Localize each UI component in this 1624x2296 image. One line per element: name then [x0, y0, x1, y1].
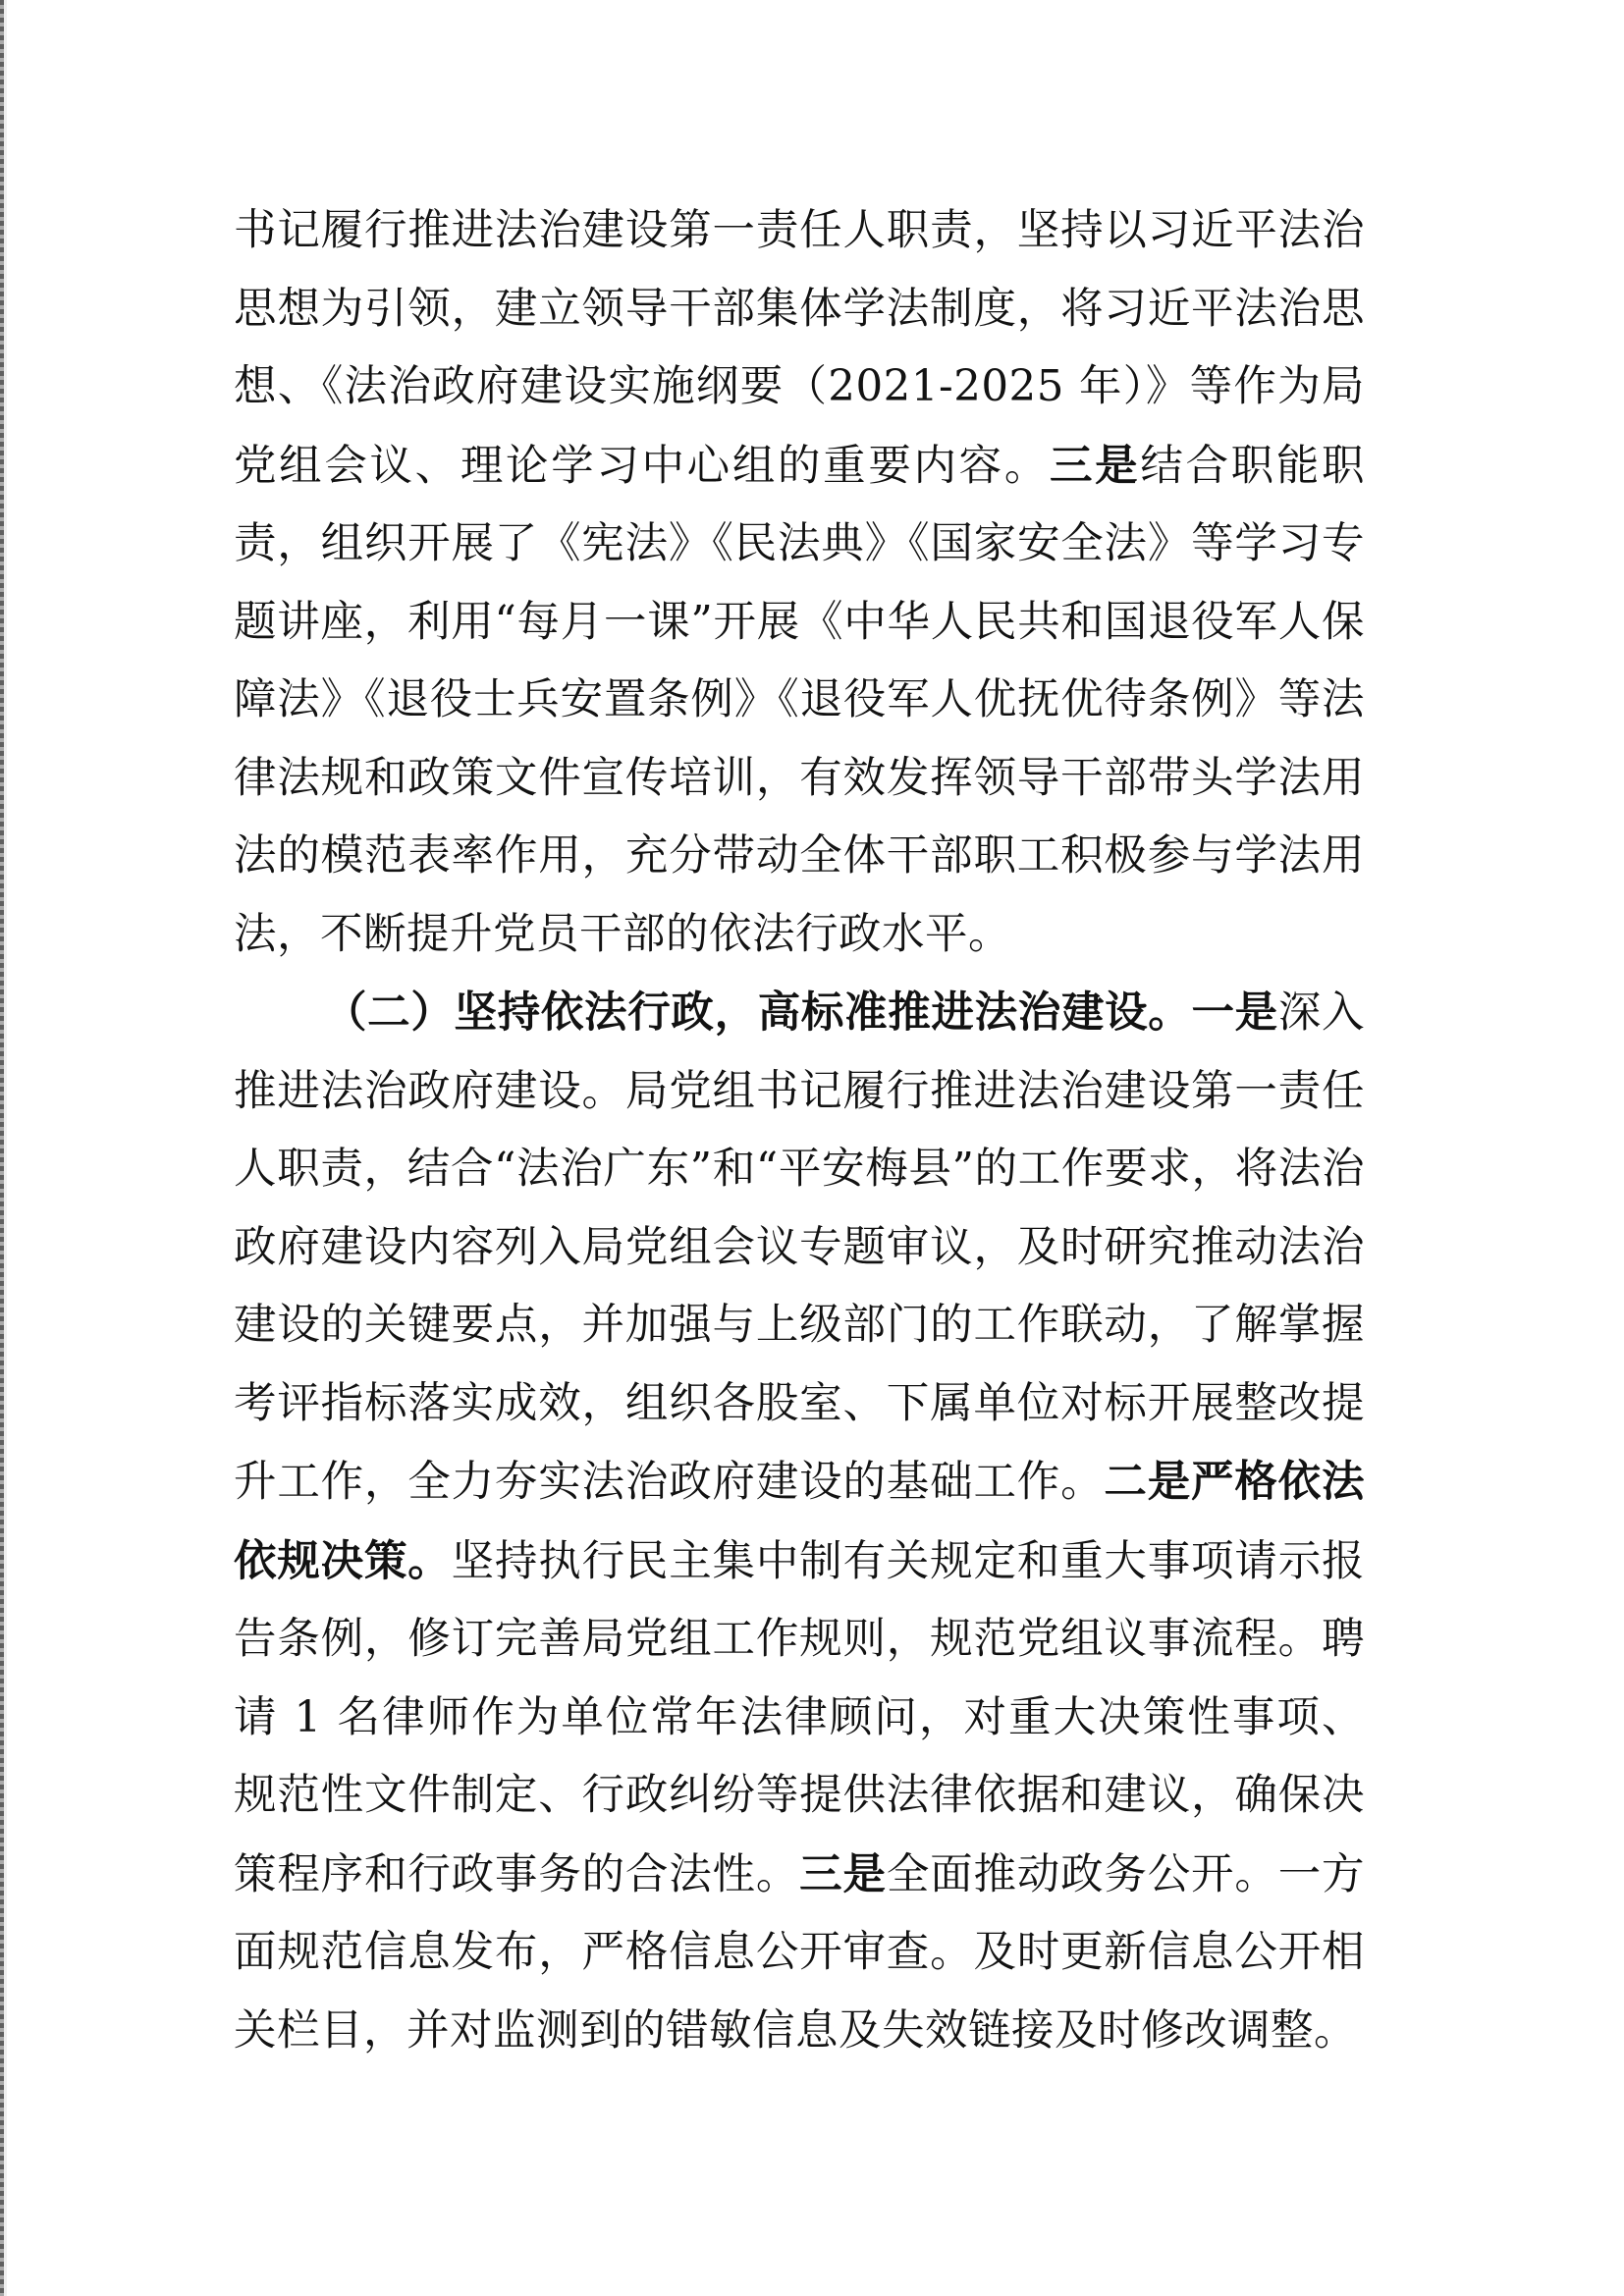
text-run: 深入推进法治政府建设。局党组书记履行推进法治建设第一责任人职责，结合“法治广东”和“平安梅县”的工作要求，将法治政府建设内容列入局党组会议专题审议，及时研究推动法治建设的关键要点，并加强与上级部门的工作联动，了解掌握考评指标落实成效，组织各股室、下属单位对标开展整改提升工作，全力夯实法治政府建设的基础工作。 — [234, 988, 1366, 1507]
text-run: 书记履行推进法治建设第一责任人职责，坚持以习近平法治思想为引领，建立领导干部集体学法制度，将习近平法治思想、《法治政府建设实施纲要（2021-2025 年）》等作为局党组会议、理论学习中心组的重要内容。 — [234, 206, 1365, 491]
paragraph — [234, 974, 1365, 2070]
emphasis-run: 三是 — [799, 1848, 887, 1899]
text-run: 坚持执行民主集中制有关规定和重大事项请示报告条例，修订完善局党组工作规则，规范党组议事流程。聘请 1 名律师作为单位常年法律顾问，对重大决策性事项、规范性文件制定、行政纠纷等提供法律依据和建议，确保决策程序和行政事务的合法性。 — [234, 1536, 1366, 1899]
emphasis-run: 一是 — [1191, 988, 1278, 1038]
text-run: 结合职能职责，组织开展了《宪法》《民法典》《国家安全法》等学习专题讲座，利用“每月一课”开展《中华人民共和国退役军人保障法》《退役士兵安置条例》《退役军人优抚优待条例》等法律法规和政策文件宣传培训，有效发挥领导干部带头学法用法的模范表率作用，充分带动全体干部职工积极参与学法用法，不断提升党员干部的依法行政水平。 — [234, 441, 1366, 959]
document-text-column — [234, 192, 1365, 2070]
emphasis-run: （二）坚持依法行政，高标准推进法治建设。 — [324, 988, 1192, 1038]
scan-edge-artifact-inner — [4, 0, 7, 2296]
emphasis-run: 三是 — [1050, 440, 1141, 491]
emphasis-run: 二是严格依法依规决策。 — [234, 1457, 1366, 1586]
text-run: 全面推动政务公开。一方面规范信息发布，严格信息公开审查。及时更新信息公开相关栏目，并对监测到的错敏信息及失效链接及时修改调整。 — [234, 1849, 1366, 2056]
paragraph — [234, 192, 1365, 974]
